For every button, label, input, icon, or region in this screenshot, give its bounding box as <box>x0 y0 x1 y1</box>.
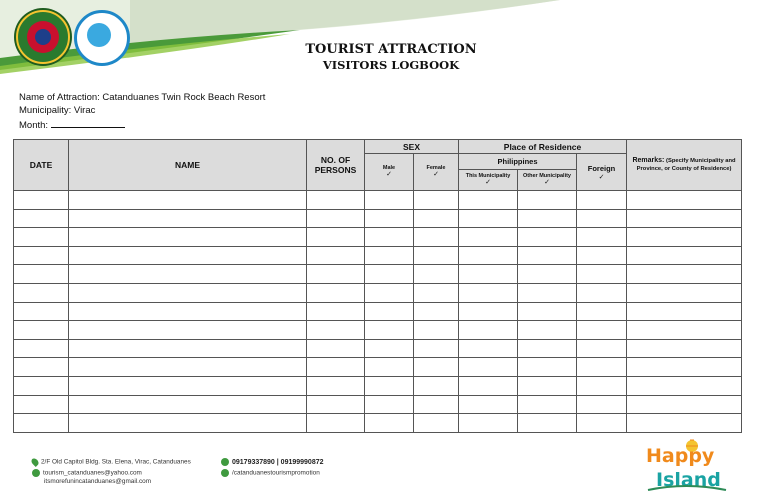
male-cell <box>365 376 414 395</box>
email-icon <box>32 469 40 477</box>
foreign-cell <box>577 395 627 414</box>
date-cell <box>14 376 69 395</box>
date-cell <box>14 414 69 433</box>
this-municipality-cell <box>459 414 518 433</box>
date-header: DATE <box>14 140 69 191</box>
female-cell <box>414 321 459 340</box>
name-cell <box>69 209 307 228</box>
other-municipality-cell <box>518 395 577 414</box>
brand-word-happy: Happy <box>646 445 715 467</box>
address: 2/F Old Capitol Bldg. Sta. Elena, Virac, Catanduanes <box>32 458 191 466</box>
page-subtitle: VISITORS LOGBOOK <box>322 58 460 72</box>
foreign-cell <box>577 414 627 433</box>
persons-cell <box>307 321 365 340</box>
name-cell <box>69 246 307 265</box>
this-municipality-cell <box>459 209 518 228</box>
male-cell <box>365 191 414 210</box>
foreign-cell <box>577 265 627 284</box>
remarks-cell <box>627 191 742 210</box>
other-municipality-cell <box>518 376 577 395</box>
page-title: TOURIST ATTRACTION <box>305 42 477 57</box>
name-header: NAME <box>69 140 307 191</box>
remarks-cell <box>627 283 742 302</box>
remarks-cell <box>627 376 742 395</box>
female-cell <box>414 414 459 433</box>
remarks-cell <box>627 228 742 247</box>
facebook-page: /catanduanestourismpromotion <box>221 469 320 477</box>
date-cell <box>14 209 69 228</box>
date-cell <box>14 321 69 340</box>
other-municipality-cell <box>518 339 577 358</box>
persons-cell <box>307 283 365 302</box>
location-pin-icon <box>30 457 40 467</box>
table-row <box>14 246 742 265</box>
brand-word-island: Island <box>656 469 721 491</box>
persons-cell <box>307 414 365 433</box>
male-header: Male ✓ <box>365 154 414 191</box>
municipality: Municipality: Virac <box>19 105 96 116</box>
month-blank-line <box>51 118 125 128</box>
this-municipality-cell <box>459 321 518 340</box>
remarks-cell <box>627 246 742 265</box>
other-municipality-cell <box>518 414 577 433</box>
name-cell <box>69 376 307 395</box>
month-field <box>19 118 125 131</box>
date-cell <box>14 358 69 377</box>
male-cell <box>365 283 414 302</box>
date-cell <box>14 191 69 210</box>
persons-cell <box>307 358 365 377</box>
name-cell <box>69 339 307 358</box>
foreign-cell <box>577 358 627 377</box>
table-row <box>14 321 742 340</box>
remarks-cell <box>627 321 742 340</box>
persons-cell <box>307 191 365 210</box>
phone-numbers: 09179337890 | 09199990872 <box>221 458 324 466</box>
date-cell <box>14 246 69 265</box>
name-cell <box>69 395 307 414</box>
log-rows <box>14 191 742 433</box>
female-cell <box>414 358 459 377</box>
table-row <box>14 302 742 321</box>
philippines-header: Philippines <box>459 154 577 170</box>
table-row <box>14 191 742 210</box>
other-municipality-cell <box>518 246 577 265</box>
other-municipality-cell <box>518 283 577 302</box>
foreign-cell <box>577 246 627 265</box>
persons-cell <box>307 246 365 265</box>
table-row <box>14 209 742 228</box>
foreign-cell <box>577 209 627 228</box>
happy-island-logo <box>640 436 732 494</box>
this-municipality-cell <box>459 395 518 414</box>
other-municipality-cell <box>518 228 577 247</box>
date-cell <box>14 302 69 321</box>
visitors-log-table <box>13 139 742 433</box>
table-row <box>14 283 742 302</box>
female-cell <box>414 246 459 265</box>
persons-cell <box>307 265 365 284</box>
this-municipality-cell <box>459 246 518 265</box>
remarks-cell <box>627 265 742 284</box>
remarks-header: Remarks: (Specify Municipality and Province, or County of Residence) <box>627 140 742 191</box>
name-cell <box>69 358 307 377</box>
other-municipality-cell <box>518 358 577 377</box>
this-municipality-cell <box>459 339 518 358</box>
name-cell <box>69 265 307 284</box>
attraction-name: Name of Attraction: Catanduanes Twin Rock Beach Resort <box>19 92 266 103</box>
remarks-cell <box>627 209 742 228</box>
table-row <box>14 228 742 247</box>
male-cell <box>365 209 414 228</box>
female-cell <box>414 339 459 358</box>
foreign-header: Foreign ✓ <box>577 154 627 191</box>
phone-icon <box>221 458 229 466</box>
table-row <box>14 339 742 358</box>
foreign-cell <box>577 283 627 302</box>
table-row <box>14 395 742 414</box>
other-municipality-cell <box>518 321 577 340</box>
this-municipality-header: This Municipality ✓ <box>459 170 518 191</box>
remarks-cell <box>627 414 742 433</box>
email-primary: tourism_catanduanes@yahoo.com <box>32 469 142 477</box>
table-row <box>14 358 742 377</box>
name-cell <box>69 321 307 340</box>
persons-cell <box>307 339 365 358</box>
remarks-cell <box>627 395 742 414</box>
date-cell <box>14 265 69 284</box>
foreign-cell <box>577 321 627 340</box>
name-cell <box>69 302 307 321</box>
female-cell <box>414 302 459 321</box>
remarks-cell <box>627 302 742 321</box>
persons-cell <box>307 209 365 228</box>
other-municipality-cell <box>518 209 577 228</box>
this-municipality-cell <box>459 265 518 284</box>
foreign-cell <box>577 339 627 358</box>
name-cell <box>69 414 307 433</box>
female-cell <box>414 376 459 395</box>
date-cell <box>14 283 69 302</box>
female-cell <box>414 191 459 210</box>
name-cell <box>69 228 307 247</box>
other-municipality-cell <box>518 191 577 210</box>
other-municipality-cell <box>518 302 577 321</box>
foreign-cell <box>577 302 627 321</box>
this-municipality-cell <box>459 376 518 395</box>
female-cell <box>414 209 459 228</box>
male-cell <box>365 228 414 247</box>
email-secondary: itsmorefunincatanduanes@gmail.com <box>44 478 152 485</box>
persons-cell <box>307 376 365 395</box>
male-cell <box>365 358 414 377</box>
this-municipality-cell <box>459 358 518 377</box>
date-cell <box>14 339 69 358</box>
foreign-cell <box>577 376 627 395</box>
male-cell <box>365 395 414 414</box>
male-cell <box>365 246 414 265</box>
this-municipality-cell <box>459 302 518 321</box>
female-cell <box>414 283 459 302</box>
persons-cell <box>307 395 365 414</box>
male-cell <box>365 414 414 433</box>
table-row <box>14 376 742 395</box>
female-header: Female ✓ <box>414 154 459 191</box>
male-cell <box>365 302 414 321</box>
persons-header: NO. OF PERSONS <box>307 140 365 191</box>
remarks-cell <box>627 339 742 358</box>
male-cell <box>365 339 414 358</box>
foreign-cell <box>577 191 627 210</box>
persons-cell <box>307 302 365 321</box>
other-municipality-header: Other Municipality ✓ <box>518 170 577 191</box>
name-cell <box>69 283 307 302</box>
female-cell <box>414 395 459 414</box>
facebook-icon <box>221 469 229 477</box>
male-cell <box>365 265 414 284</box>
foreign-cell <box>577 228 627 247</box>
month-label: Month: <box>19 120 49 131</box>
date-cell <box>14 395 69 414</box>
name-cell <box>69 191 307 210</box>
persons-cell <box>307 228 365 247</box>
female-cell <box>414 265 459 284</box>
sex-header: SEX <box>365 140 459 154</box>
table-row <box>14 265 742 284</box>
this-municipality-cell <box>459 191 518 210</box>
table-row <box>14 414 742 433</box>
this-municipality-cell <box>459 283 518 302</box>
female-cell <box>414 228 459 247</box>
other-municipality-cell <box>518 265 577 284</box>
remarks-cell <box>627 358 742 377</box>
this-municipality-cell <box>459 228 518 247</box>
residence-header: Place of Residence <box>459 140 627 154</box>
date-cell <box>14 228 69 247</box>
male-cell <box>365 321 414 340</box>
